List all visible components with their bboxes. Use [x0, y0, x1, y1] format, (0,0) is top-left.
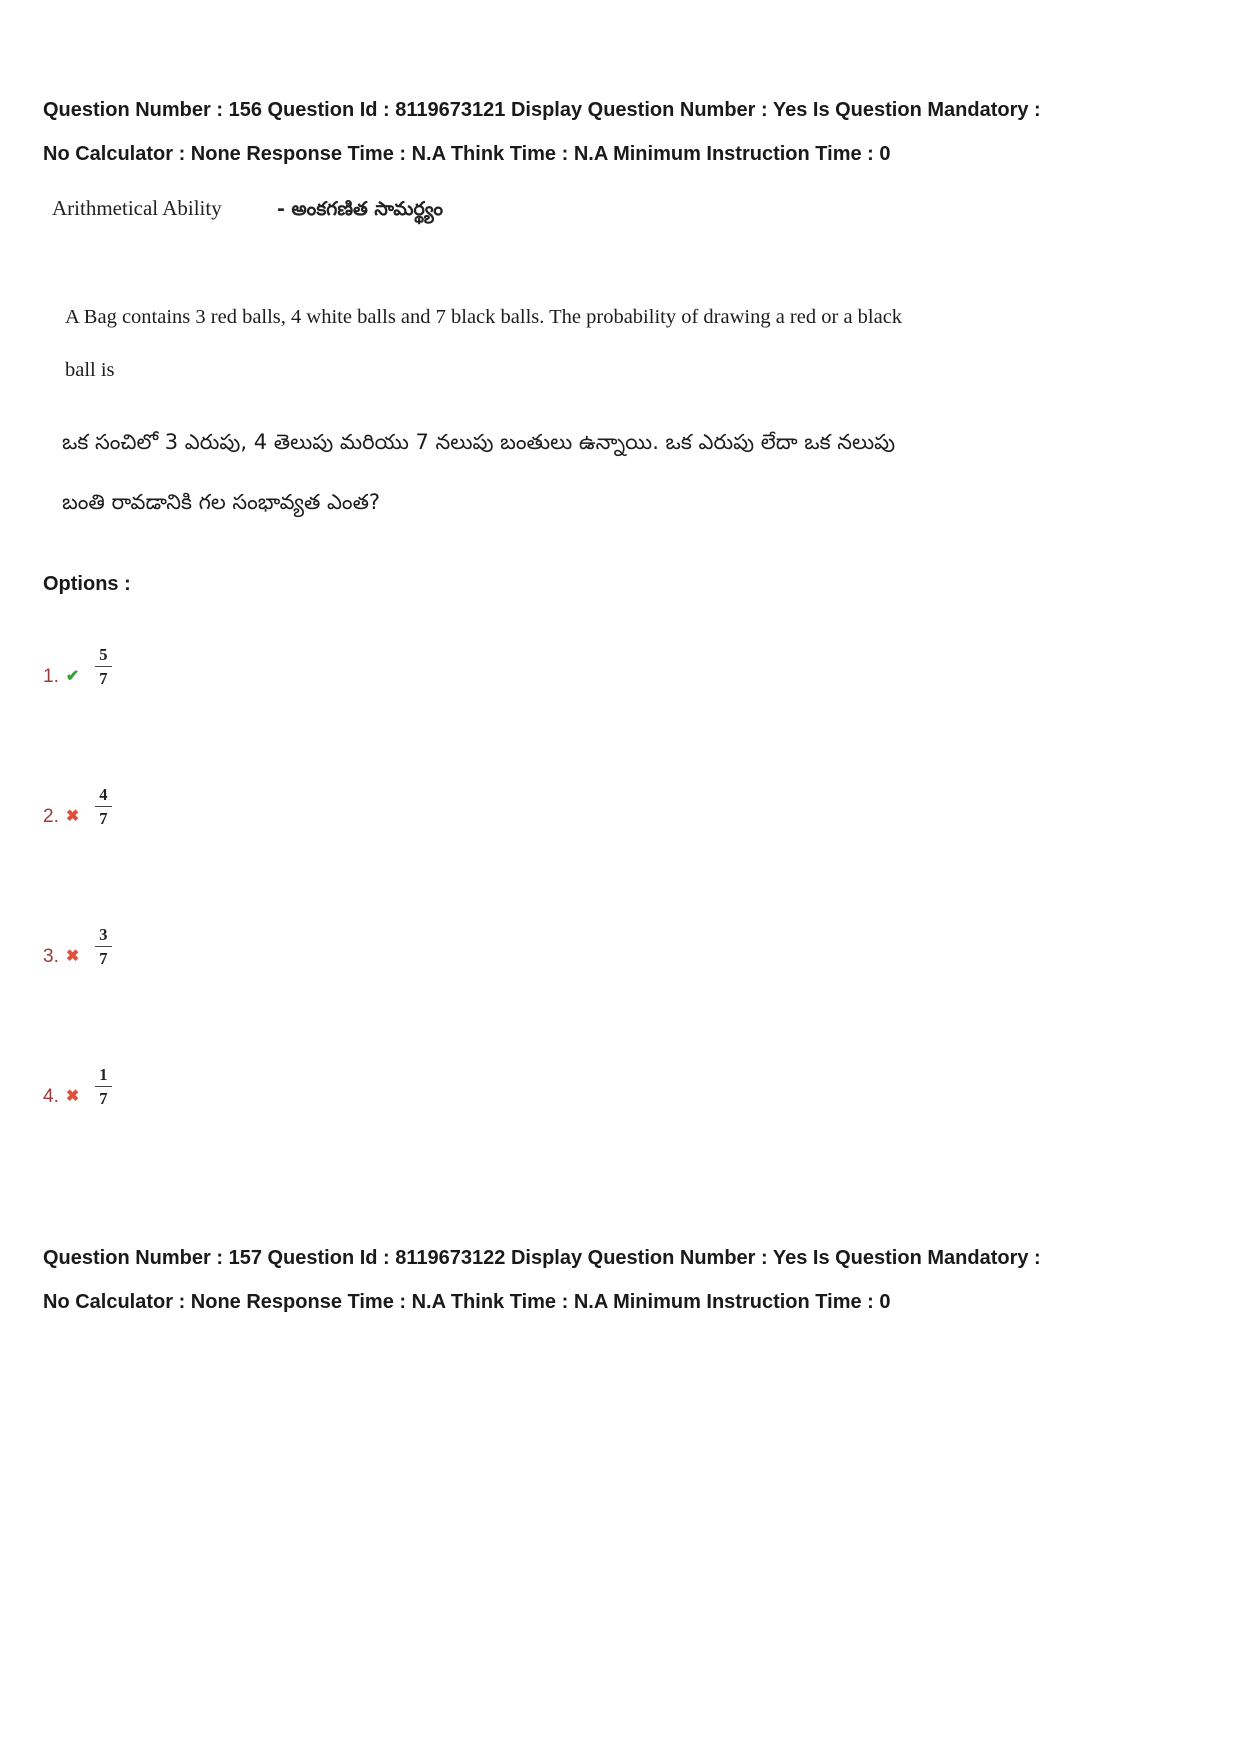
- section-title: [43, 196, 1195, 225]
- fraction: [95, 923, 111, 970]
- option-row-2: [43, 772, 1195, 830]
- fraction-denominator: 7: [95, 666, 111, 690]
- fraction-numerator: 3: [99, 925, 108, 945]
- fraction-denominator: 7: [95, 806, 111, 830]
- option-number: 3.: [43, 946, 59, 968]
- question-text-english: A Bag contains 3 red balls, 4 white balls and 7 black balls. The probability of drawing a red or a black ball is: [65, 306, 903, 382]
- section-title-english: Arithmetical Ability: [52, 196, 222, 220]
- correct-check-icon: ✔: [65, 668, 80, 686]
- question-text-telugu: ఒక సంచిలో 3 ఎరుపు, 4 తెలుపు మరియు 7 నలుపు బంతులు ఉన్నాయి. ఒక ఎరుపు లేదా ఒక నలుపు బంతి రావడానికి గల సంభావ్యత ఎంత?: [62, 429, 896, 515]
- fraction-numerator: 1: [99, 1065, 108, 1085]
- question-156-header: Question Number : 156 Question Id : 8119673121 Display Question Number : Yes Is Question Mandatory : No Calculator : None Response Time : N.A Think Time : N.A Minimum Instruction Time : 0: [43, 99, 1041, 165]
- option-row-3: [43, 912, 1195, 970]
- fraction: [95, 643, 111, 690]
- fraction-denominator: 7: [95, 1086, 111, 1110]
- fraction-numerator: 5: [99, 645, 108, 665]
- fraction-denominator: 7: [95, 946, 111, 970]
- wrong-cross-icon: ✖: [65, 948, 80, 966]
- section-title-telugu: - అంకగణిత సామర్థ్యం: [276, 198, 444, 220]
- option-number: 2.: [43, 806, 59, 828]
- option-number: 1.: [43, 666, 59, 688]
- fraction-numerator: 4: [99, 785, 108, 805]
- options-label: Options :: [43, 573, 131, 596]
- option-number: 4.: [43, 1086, 59, 1108]
- option-row-4: [43, 1052, 1195, 1110]
- question-157-header: Question Number : 157 Question Id : 8119673122 Display Question Number : Yes Is Question Mandatory : No Calculator : None Response Time : N.A Think Time : N.A Minimum Instruction Time : 0: [43, 1247, 1041, 1314]
- wrong-cross-icon: ✖: [65, 808, 80, 826]
- wrong-cross-icon: ✖: [65, 1088, 80, 1106]
- fraction: [95, 783, 111, 830]
- fraction: [95, 1063, 111, 1110]
- option-row-1: [43, 632, 1195, 690]
